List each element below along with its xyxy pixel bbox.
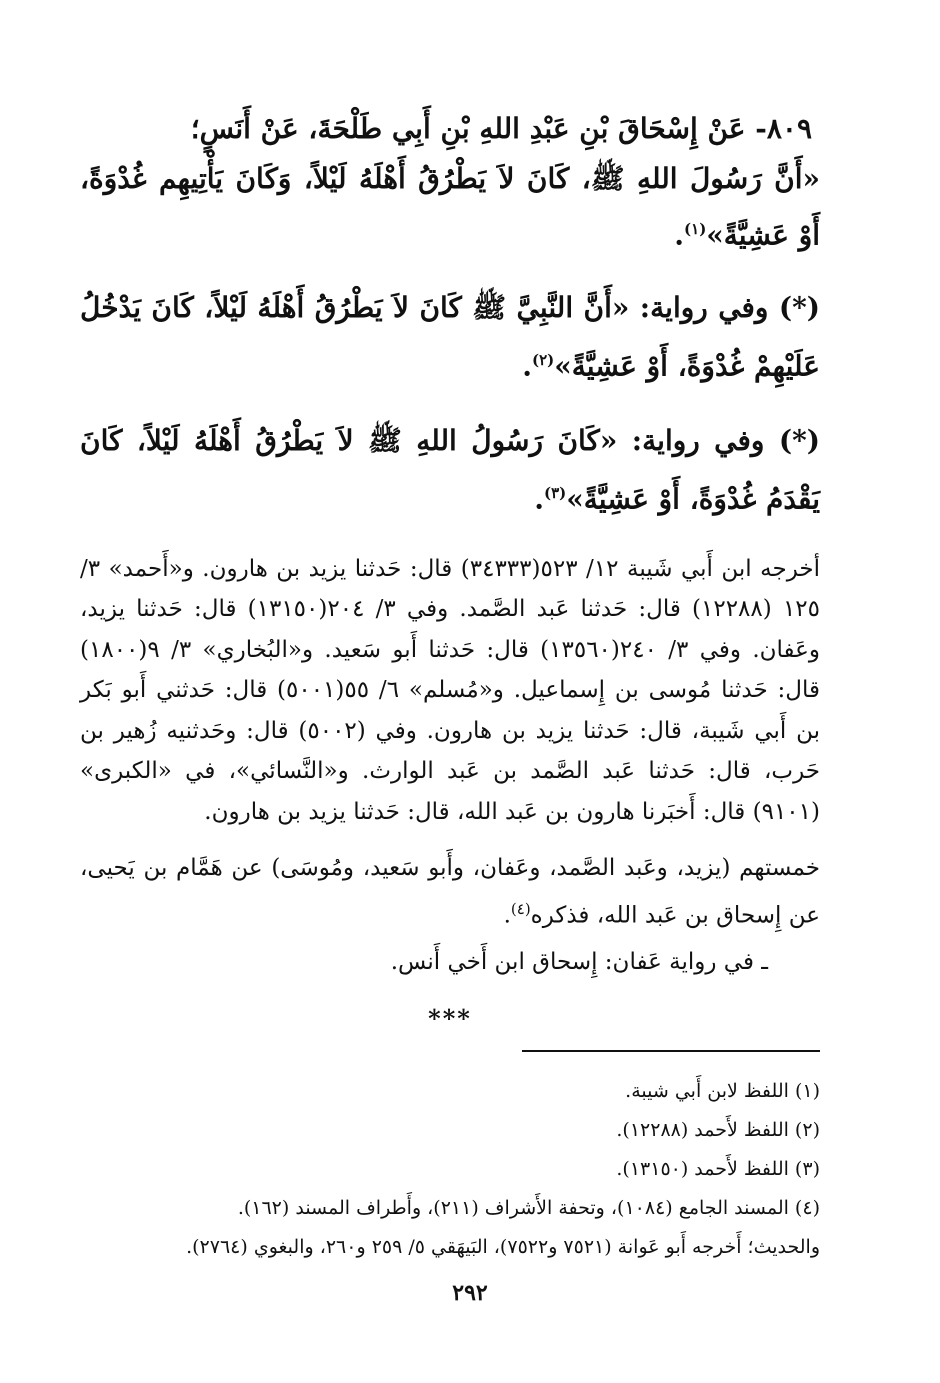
- takhrij-paragraph-2: [80, 848, 820, 936]
- variant-2-end: .: [534, 481, 544, 515]
- hadith-text-end: .: [674, 218, 685, 252]
- hadith-matn: «أَنَّ رَسُولَ اللهِ ﷺ، كَانَ لاَ يَطْرُقُ أَهْلَهُ لَيْلاً، وَكَانَ يَأْتِيهِم غُدْوَةً، أَوْ عَشِيَّةً»: [80, 162, 820, 252]
- footnotes: [80, 1072, 820, 1267]
- variant-2-text: (*) وفي رواية: «كَانَ رَسُولُ اللهِ ﷺ لاَ يَطْرُقُ أَهْلَهُ لَيْلاً، كَانَ يَقْدَمُ غُدْوَةً، أَوْ عَشِيَّةً»: [80, 423, 820, 515]
- footnote-ref-3[interactable]: (٣): [543, 483, 567, 502]
- variant-1: [80, 282, 820, 392]
- footnote-4-continued: والحديث؛ أَخرجه أَبو عَوانة (٧٥٢١ و٧٥٢٢)، البَيهَقي ٥/ ٢٥٩ و٢٦٠، والبغوي (٢٧٦٤).: [186, 1236, 820, 1258]
- section-separator-stars: ***: [428, 1004, 472, 1034]
- footnote-2: (٢) اللفظ لأَحمد (١٢٢٨٨).: [616, 1119, 820, 1141]
- hadith-number-line: ٨٠٩- عَنْ إِسْحَاقَ بْنِ عَبْدِ اللهِ بْنِ أَبِي طَلْحَةَ، عَنْ أَنَسٍ؛: [190, 112, 812, 145]
- riwaya-note: ـ في رواية عَفان: إِسحاق ابن أَخي أَنس.: [390, 949, 768, 976]
- footnote-3: (٣) اللفظ لأَحمد (١٣١٥٠).: [616, 1158, 820, 1180]
- footnote-ref-2[interactable]: (٢): [531, 351, 555, 370]
- footnote-4: (٤) المسند الجامع (١٠٨٤)، وتحفة الأَشراف (٢١١)، وأَطراف المسند (١٦٢).: [237, 1197, 820, 1219]
- footnote-ref-4[interactable]: (٤): [510, 899, 531, 918]
- takhrij-paragraph-2-text: خمستهم (يزيد، وعَبد الصَّمد، وعَفان، وأَبو سَعيد، ومُوسَى) عن هَمَّام بن يَحيى، عن إِسحاق بن عَبد الله، فذكره: [80, 855, 820, 929]
- variant-2: [80, 415, 820, 525]
- variant-1-text: (*) وفي رواية: «أَنَّ النَّبِيَّ ﷺ كَانَ لاَ يَطْرُقُ أَهْلَهُ لَيْلاً، كَانَ يَدْخُلُ عَلَيْهِمْ غُدْوَةً، أَوْ عَشِيَّةً»: [80, 291, 820, 383]
- variant-1-end: .: [522, 349, 532, 383]
- footnote-ref-1[interactable]: (١): [684, 220, 707, 238]
- takhrij-paragraph-1: أخرجه ابن أَبي شَيبة ١٢/ ٥٢٣(٣٤٣٣٣) قال: حَدثنا يزيد بن هارون. و«أَحمد» ٣/ ١٢٥ (١٢٢٨٨) قال: حَدثنا عَبد الصَّمد. وفي ٣/ ٢٠٤(١٣١٥٠) قال: حَدثنا يزيد، وعَفان. وفي ٣/ ٢٤٠(١٣٥٦٠) قال: حَدثنا أَبو سَعيد. و«البُخاري» ٣/ ٩(١٨٠٠) قال: حَدثنا مُوسى بن إِسماعيل. و«مُسلم» ٦/ ٥٥(٥٠٠١) قال: حَدثني أَبو بَكر بن أَبي شَيبة، قال: حَدثنا يزيد بن هارون. وفي (٥٠٠٢) قال: وحَدثنيه زُهير بن حَرب، قال: حَدثنا عَبد الصَّمد بن عَبد الوارث. و«النَّسائي»، في «الكبرى» (٩١٠١) قال: أَخبَرنا هارون بن عَبد الله، قال: حَدثنا يزيد بن هارون.: [80, 555, 821, 825]
- footnote-1: (١) اللفظ لابن أَبي شيبة.: [625, 1080, 820, 1102]
- footnote-separator-line: [522, 1050, 820, 1052]
- page-number: ٢٩٢: [452, 1280, 488, 1306]
- hadith-text: [80, 154, 820, 260]
- takhrij-paragraph-2-end: .: [503, 902, 511, 929]
